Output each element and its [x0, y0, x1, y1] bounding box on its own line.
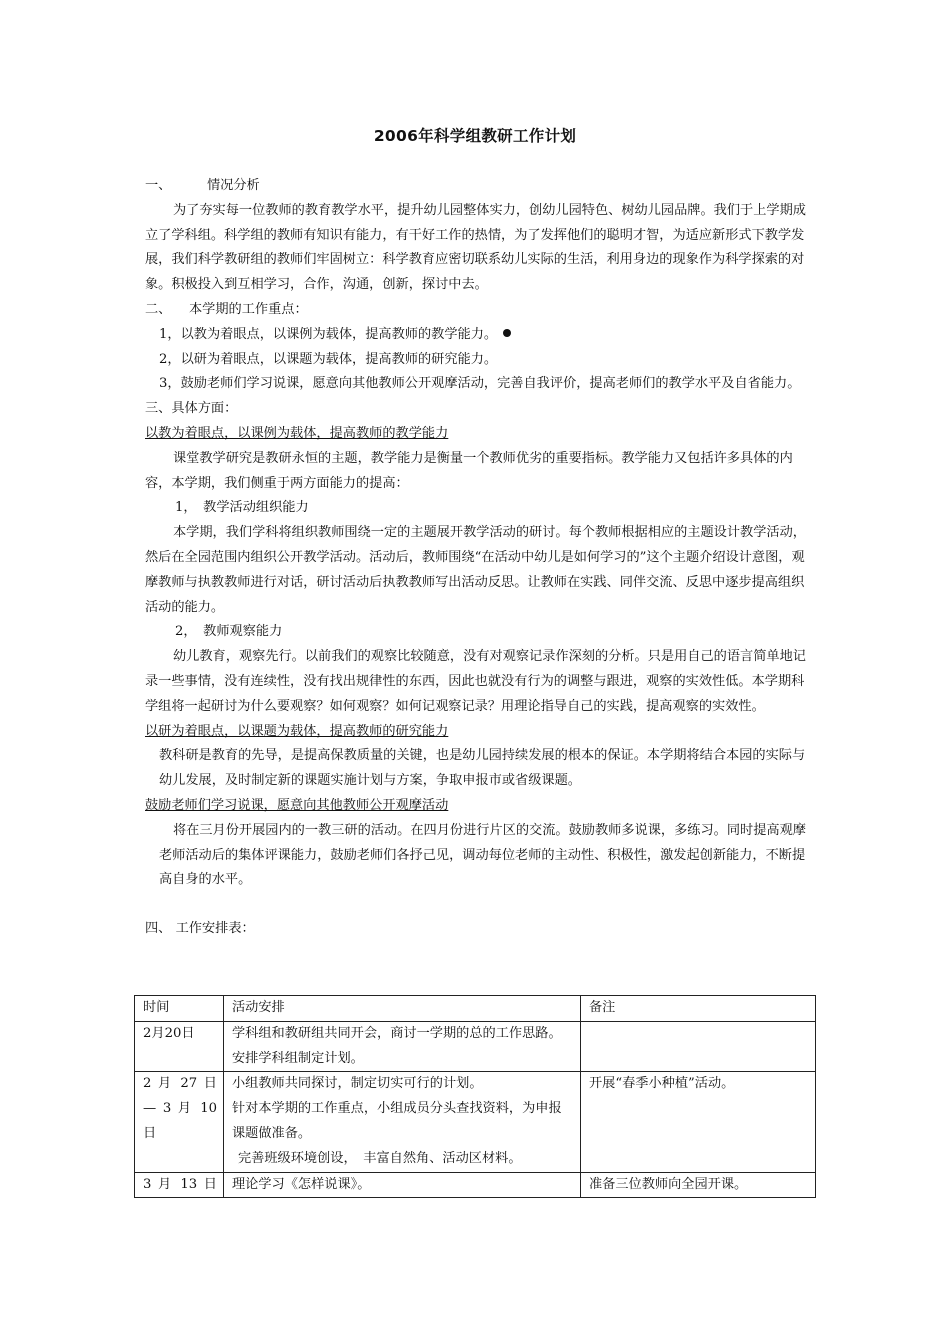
column-header-time: 时间: [135, 996, 224, 1022]
row-note: [581, 1021, 816, 1072]
section-3-heading: 三、具体方面：: [145, 401, 238, 417]
row-activities: [224, 1072, 581, 1172]
row-activity: 针对本学期的工作重点，小组成员分头查找资料，为申报课题做准备。: [232, 1101, 562, 1141]
section-2-heading: 二、 本学期的工作重点：: [145, 301, 308, 317]
section-4-heading: 四、 工作安排表：: [145, 921, 255, 937]
document-body: [145, 174, 810, 942]
schedule-table: [134, 995, 816, 1198]
sub-2-title: 2， 教师观察能力: [175, 624, 283, 640]
sub-1-title: 1， 教学活动组织能力: [175, 500, 309, 516]
part-1-text: 课堂教学研究是教研永恒的主题，教学能力是衡量一个教师优劣的重要指标。教学能力又包括许多具体的内容，本学期，我们侧重于两方面能力的提高：: [145, 450, 793, 491]
part-2-title: 以研为着眼点，以课题为载体，提高教师的研究能力: [145, 723, 449, 739]
row-activity: 完善班级环境创设， 丰富自然角、活动区材料。: [238, 1150, 522, 1166]
row-activity: 小组教师共同探讨，制定切实可行的计划。: [232, 1076, 483, 1092]
row-time: 2月20日: [135, 1021, 224, 1072]
section-2-item-2: 2，以研为着眼点，以课题为载体，提高教师的研究能力。: [159, 351, 498, 367]
part-3-title: 鼓励老师们学习说课，愿意向其他教师公开观摩活动: [145, 797, 449, 813]
row-activity: 学科组和教研组共同开会，商讨一学期的总的工作思路。安排学科组制定计划。: [224, 1021, 581, 1072]
part-3-text: 将在三月份开展园内的一教三研的活动。在四月份进行片区的交流。鼓励教师多说课，多练习。同时提高观摩老师活动后的集体评课能力，鼓励老师们各抒己见，调动每位老师的主动性、积极性，激发起创新能力，不断提高自身的水平。: [159, 822, 806, 888]
column-header-note: 备注: [581, 996, 816, 1022]
page-title: 2006年科学组教研工作计划: [373, 127, 577, 145]
table-row: [135, 1172, 816, 1198]
column-header-activities: 活动安排: [224, 996, 581, 1022]
section-2-item-1: 1，以教为着眼点，以课例为载体，提高教师的教学能力。: [145, 323, 810, 348]
section-1-heading: 一、 情况分析: [145, 178, 260, 193]
table-row: [135, 1021, 816, 1072]
row-note: 开展“春季小种植”活动。: [581, 1072, 816, 1172]
row-activity: 理论学习《怎样说课》。: [224, 1172, 581, 1198]
sub-1-text: 本学期，我们学科将组织教师围绕一定的主题展开教学活动的研讨。每个教师根据相应的主题设计教学活动，然后在全园范围内组织公开教学活动。活动后，教师围绕“在活动中幼儿是如何学习的”这个主题介绍设计意图，观摩教师与执教教师进行对话，研讨活动后执教教师写出活动反思。让教师在实践、同伴交流、反思中逐步提高组织活动的能力。: [145, 525, 806, 615]
part-1-title: 以教为着眼点，以课例为载体，提高教师的教学能力: [145, 425, 449, 441]
section-2-item-3: 3，鼓励老师们学习说课，愿意向其他教师公开观摩活动，完善自我评价，提高老师们的教学水平及自省能力。: [159, 376, 801, 392]
row-time: 3 月 13 日: [135, 1172, 224, 1198]
row-note: 准备三位教师向全园开课。: [581, 1172, 816, 1198]
sub-2-text: 幼儿教育，观察先行。以前我们的观察比较随意，没有对观察记录作深刻的分析。只是用自己的语言简单地记录一些事情，没有连续性，没有找出规律性的东西，因此也就没有行为的调整与跟进，观察的实效性低。本学期科学组将一起研讨为什么要观察？如何观察？如何记观察记录？用理论指导自己的实践，提高观察的实效性。: [145, 649, 806, 714]
part-2-text: 教科研是教育的先导，是提高保教质量的关键，也是幼儿园持续发展的根本的保证。本学期将结合本园的实际与幼儿发展，及时制定新的课题实施计划与方案，争取申报市或省级课题。: [159, 748, 806, 789]
table-row: [135, 1072, 816, 1172]
bullet-dot-icon: [503, 329, 511, 337]
section-1-text: 为了夯实每一位教师的教育教学水平，提升幼儿园整体实力，创幼儿园特色、树幼儿园品牌。我们于上学期成立了学科组。科学组的教师有知识有能力，有干好工作的热情，为了发挥他们的聪明才智，为适应新形式下教学发展，我们科学教研组的教师们牢固树立：科学教育应密切联系幼儿实际的生活，利用身边的现象作为科学探索的对象。积极投入到互相学习，合作，沟通，创新，探讨中去。: [145, 202, 806, 293]
table-header-row: [135, 996, 816, 1022]
row-time: 2 月 27 日 — 3 月 10 日: [135, 1072, 224, 1172]
